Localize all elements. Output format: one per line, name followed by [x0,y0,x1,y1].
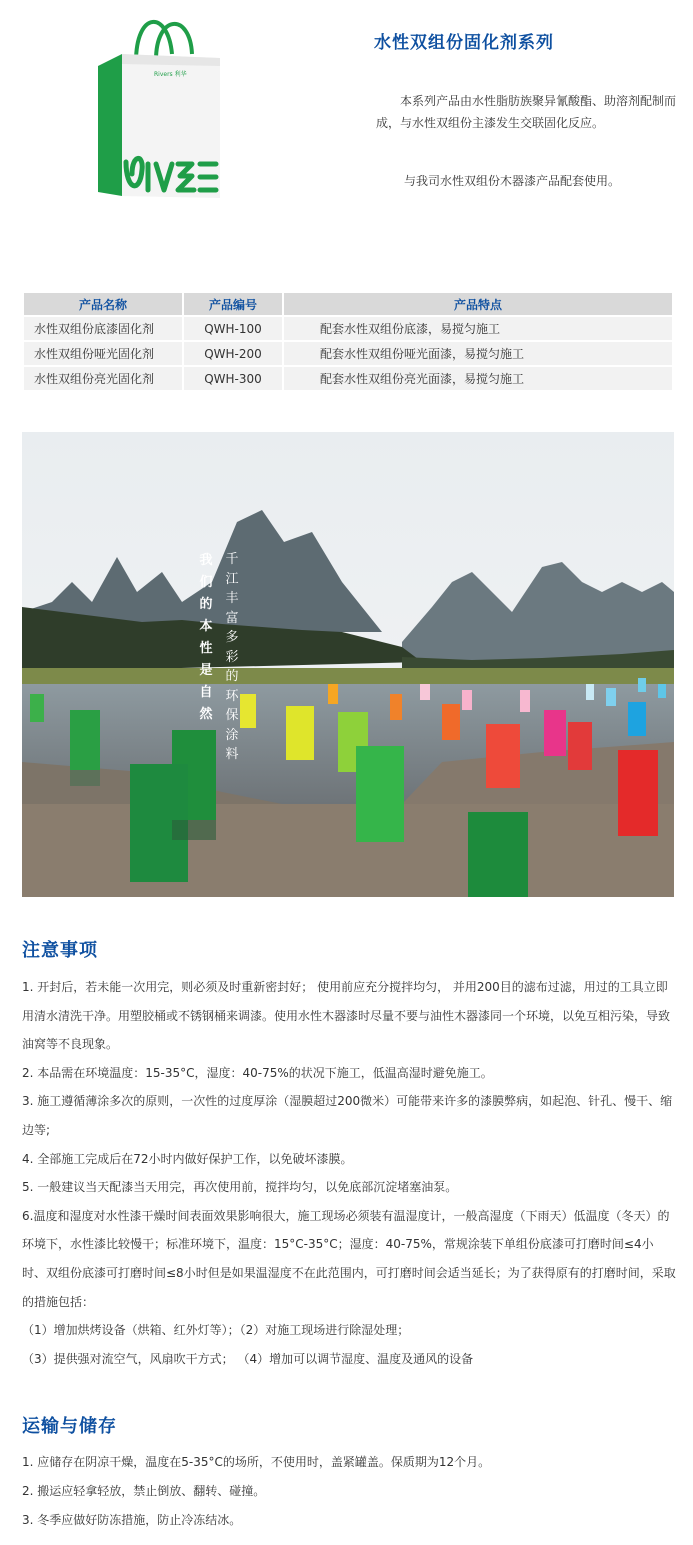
scope-text: 与我司水性双组份木器漆产品配套使用。 [404,174,621,188]
overview-label-tag: 产品概述: [378,63,464,83]
slogan-main: 我们的本性是自然 [199,553,213,722]
cell-product-code: QWH-200 [184,342,282,365]
storage-item: 2. 搬运应轻拿轻放，禁止倒放、翻转、碰撞。 [22,1484,266,1498]
storage-item: 3. 冬季应做好防冻措施，防止冷冻结冰。 [22,1513,242,1527]
note-item: 4. 全部施工完成后在72小时内做好保护工作，以免破坏漆膜。 [22,1151,353,1166]
header-product-features: 产品特点 [284,293,672,315]
notes-title: 注意事项 [22,940,98,961]
product-bag-image [92,14,228,204]
cell-product-code: QWH-100 [184,317,282,340]
overview-text: 本系列产品由水性脂肪族聚异氰酸酯、助溶剂配制而成，与水性双组份主漆发生交联固化反应。 [376,94,677,130]
header-product-name: 产品名称 [24,293,182,315]
series-title: 水性双组份固化剂系列 [374,33,554,53]
note-item: 6.温度和湿度对水性漆干燥时间表面效果影响很大，施工现场必须装有温湿度计，一般高湿度（下雨天）低温度（冬天）的环境下，水性漆比较慢干；标准环境下，温度：15°C-35°C；湿度：40-75%，常规涂装下单组份底漆可打磨时间≤4小时、双组份底漆可打磨时间≤8小时但是如果温湿度不在此范围内，可打磨时间会适当延长；为了获得原有的打磨时间，采取的措施包括： [22,1208,676,1309]
note-item: （1）增加烘烤设备（烘箱、红外灯等）；（2）对施工现场进行除湿处理； [22,1323,410,1338]
header-product-code: 产品编号 [184,293,282,315]
cell-product-name: 水性双组份底漆固化剂 [24,317,182,340]
cell-product-name: 水性双组份哑光固化剂 [24,342,182,365]
note-item: （3）提供强对流空气，风扇吹干方式； （4）增加可以调节湿度、温度及通风的设备 [22,1351,474,1366]
storage-item: 1. 应储存在阴凉干燥，温度在5-35°C的场所，不使用时，盖紧罐盖。保质期为12个月。 [22,1455,491,1469]
slogan-sub: 千江丰富多彩的环保涂料 [225,552,239,762]
bag-brand-small: Rivers 利华 [154,71,187,78]
landscape-banner-image [22,432,674,897]
table-header-row [24,293,672,315]
note-item: 2. 本品需在环境温度：15-35°C，湿度：40-75%的状况下施工，低温高湿时避免施工。 [22,1065,493,1080]
table-row [24,367,672,390]
note-item: 1. 开封后，若未能一次用完，则必须及时重新密封好； 使用前应充分搅拌均匀， 并用200目的滤布过滤，用过的工具立即用清水清洗干净。用塑胶桶或不锈钢桶来调漆。使用水性木器漆时尽量不要与油性木器漆同一个环境，以免互相污染，导致油窝等不良现象。 [22,980,671,1052]
cell-product-name: 水性双组份亮光固化剂 [24,367,182,390]
cell-product-features: 配套水性双组份哑光面漆，易搅匀施工 [284,342,672,365]
cell-product-features: 配套水性双组份底漆，易搅匀施工 [284,317,672,340]
storage-title: 运输与储存 [22,1416,117,1437]
note-item: 5. 一般建议当天配漆当天用完，再次使用前，搅拌均匀，以免底部沉淀堵塞油泵。 [22,1180,458,1195]
cell-product-features: 配套水性双组份亮光面漆，易搅匀施工 [284,367,672,390]
notes-list [22,973,677,1373]
cell-product-code: QWH-300 [184,367,282,390]
table-row [24,317,672,340]
storage-list [22,1448,677,1535]
products-table [22,291,674,392]
products-label-tag: 主要产品品种及特点 [22,256,171,276]
scope-label-tag: 适用范围: [378,146,464,166]
table-row [24,342,672,365]
note-item: 3. 施工遵循薄涂多次的原则，一次性的过度厚涂（湿膜超过200微米）可能带来许多的漆膜弊病，如起泡、针孔、慢干、缩边等; [22,1094,673,1137]
